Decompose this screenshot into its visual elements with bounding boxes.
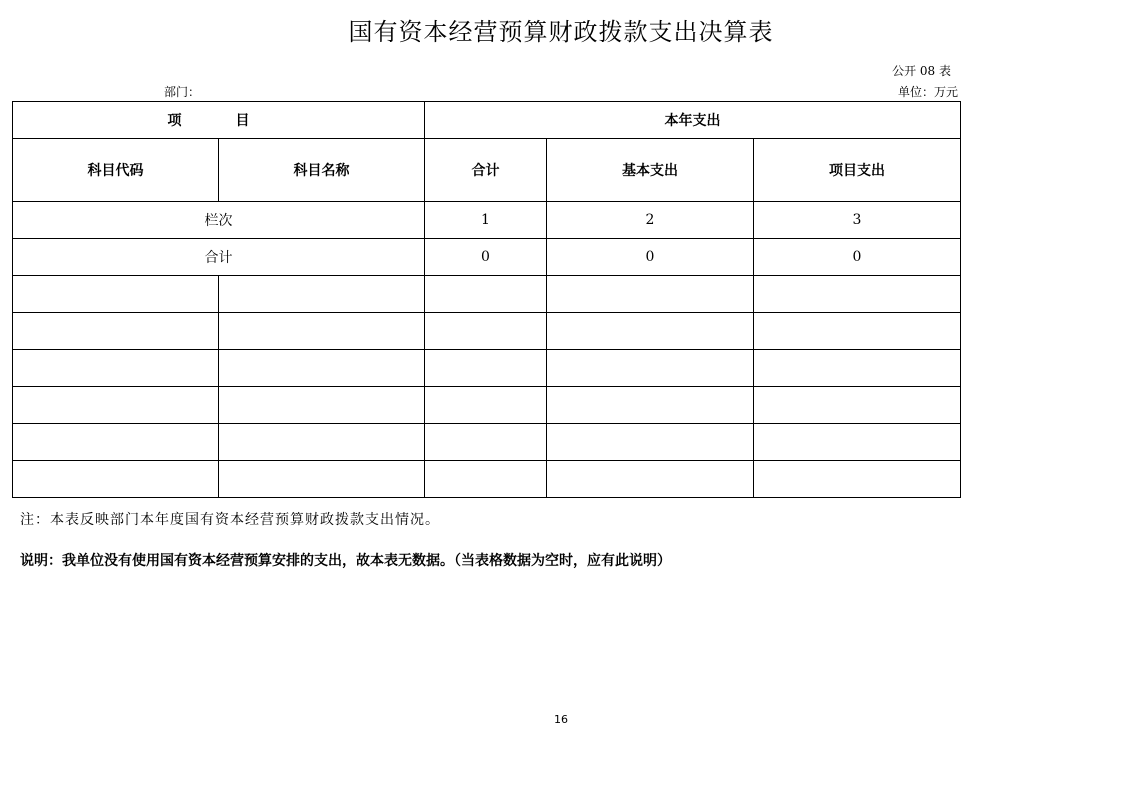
table-row <box>13 424 961 461</box>
header-total: 合计 <box>425 139 547 202</box>
table-row <box>13 350 961 387</box>
table-row <box>13 276 961 313</box>
column-index-label: 栏次 <box>13 202 425 239</box>
empty-cell <box>13 276 219 313</box>
total-value-basic: 0 <box>547 239 754 276</box>
page-title: 国有资本经营预算财政拨款支出决算表 <box>348 18 774 46</box>
empty-cell <box>13 350 219 387</box>
page-number: 16 <box>554 713 568 726</box>
empty-cell <box>13 424 219 461</box>
empty-cell <box>425 461 547 498</box>
empty-cell <box>425 313 547 350</box>
header-basic-expenditure: 基本支出 <box>547 139 754 202</box>
empty-cell <box>754 461 961 498</box>
table-row <box>13 461 961 498</box>
empty-cell <box>425 424 547 461</box>
empty-cell <box>425 276 547 313</box>
table-row <box>13 387 961 424</box>
department-label: 部门： <box>164 85 201 99</box>
empty-cell <box>13 313 219 350</box>
empty-cell <box>13 387 219 424</box>
empty-cell <box>219 424 425 461</box>
empty-cell <box>219 387 425 424</box>
form-number: 公开 08 表 <box>892 64 951 78</box>
empty-cell <box>219 276 425 313</box>
empty-cell <box>425 387 547 424</box>
table-header-row-2 <box>13 139 961 202</box>
total-label: 合计 <box>13 239 425 276</box>
unit-label: 单位：万元 <box>897 85 958 99</box>
table-header-row-1 <box>13 102 961 139</box>
total-value-project: 0 <box>754 239 961 276</box>
empty-cell <box>547 276 754 313</box>
header-item: 项 目 <box>13 102 425 139</box>
empty-cell <box>547 424 754 461</box>
expenditure-table <box>12 101 961 498</box>
empty-cell <box>219 350 425 387</box>
header-project-expenditure: 项目支出 <box>754 139 961 202</box>
explanation-text: 说明：我单位没有使用国有资本经营预算安排的支出，故本表无数据。（当表格数据为空时，应有此说明） <box>20 553 671 569</box>
empty-cell <box>754 313 961 350</box>
empty-cell <box>547 313 754 350</box>
header-subject-name: 科目名称 <box>219 139 425 202</box>
header-subject-code: 科目代码 <box>13 139 219 202</box>
column-index-row <box>13 202 961 239</box>
total-value-total: 0 <box>425 239 547 276</box>
empty-cell <box>219 461 425 498</box>
empty-cell <box>13 461 219 498</box>
empty-cell <box>754 424 961 461</box>
empty-cell <box>547 387 754 424</box>
empty-cell <box>425 350 547 387</box>
empty-cell <box>754 387 961 424</box>
empty-cell <box>754 276 961 313</box>
total-row <box>13 239 961 276</box>
empty-cell <box>219 313 425 350</box>
column-index-2: 2 <box>547 202 754 239</box>
column-index-1: 1 <box>425 202 547 239</box>
table-row <box>13 313 961 350</box>
empty-cell <box>547 461 754 498</box>
table-note: 注：本表反映部门本年度国有资本经营预算财政拨款支出情况。 <box>20 512 440 528</box>
column-index-3: 3 <box>754 202 961 239</box>
empty-cell <box>754 350 961 387</box>
header-current-year: 本年支出 <box>425 102 961 139</box>
empty-cell <box>547 350 754 387</box>
